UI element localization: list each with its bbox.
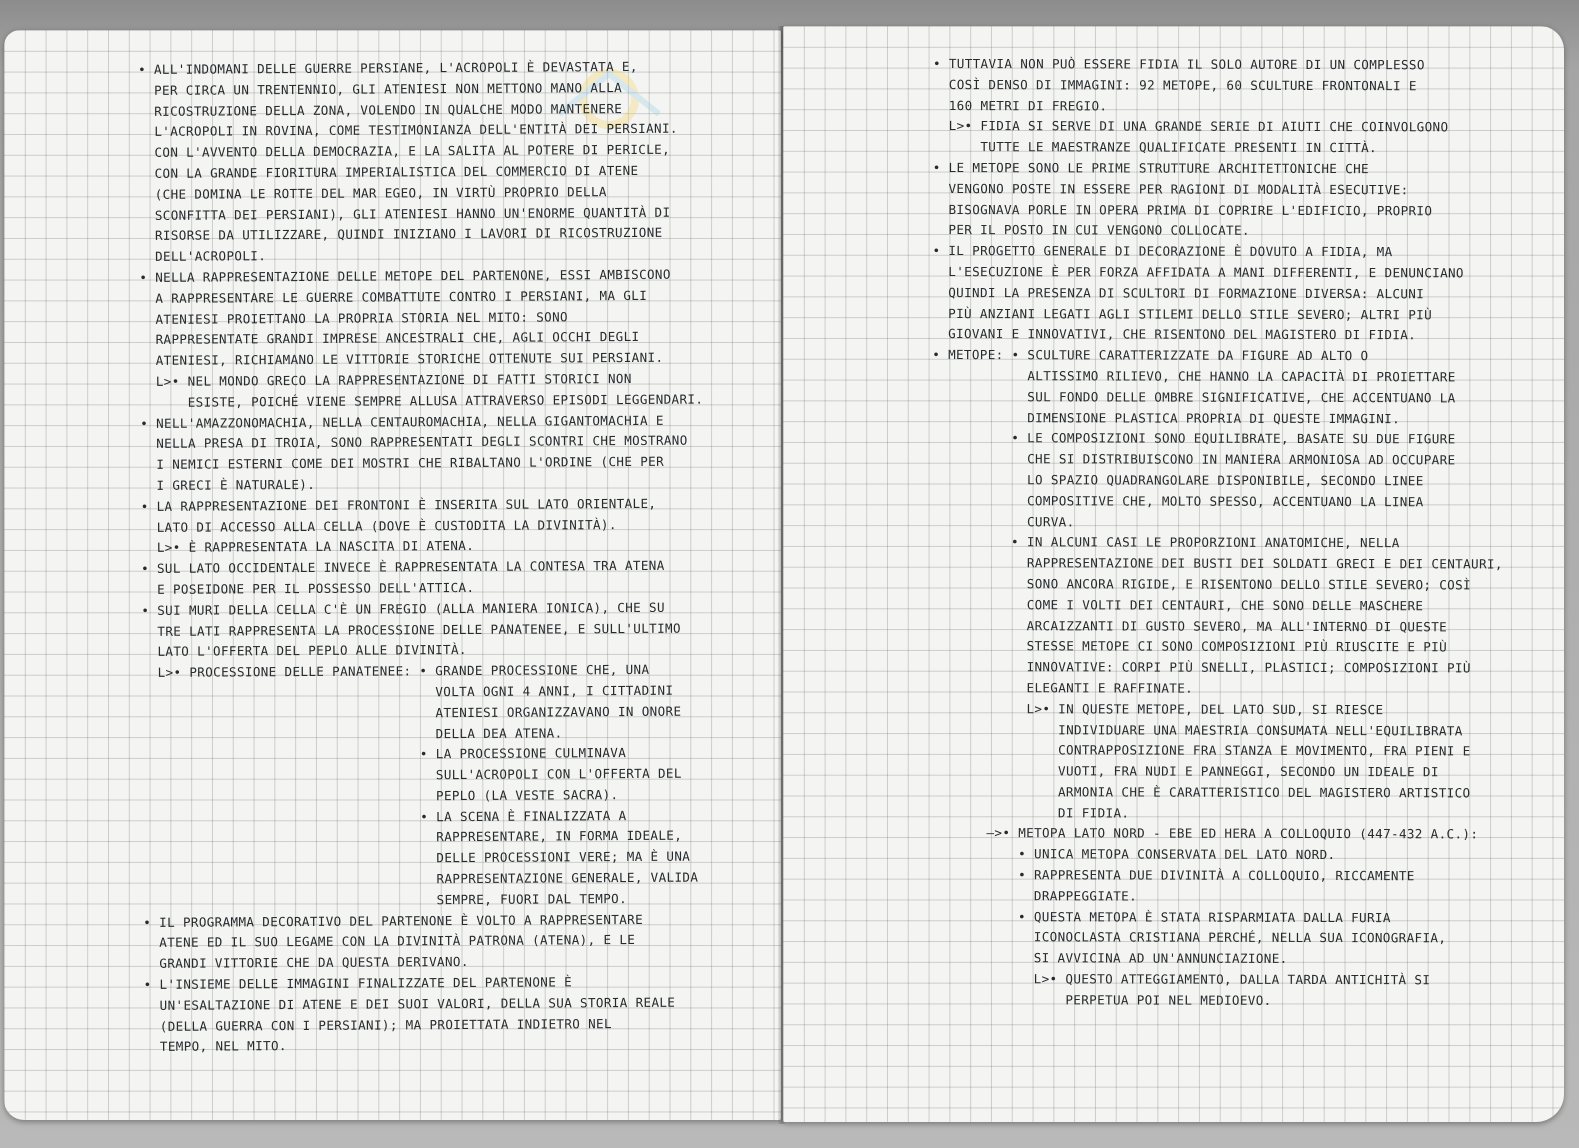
right-page-note-line: SONO ANCORA RIGIDE, E RISENTONO DELLO STILE SEVERO; COSÌ xyxy=(931,575,1472,593)
left-page-note-line: LATO L'OFFERTA DEL PEPLO ALLE DIVINITÀ. xyxy=(141,642,467,660)
notebook-page-right xyxy=(783,26,1564,1122)
left-page-note-line: • ALL'INDOMANI DELLE GUERRE PERSIANE, L'ACROPOLI È DEVASTATA E, xyxy=(138,58,638,77)
right-page-note-line: CHE SI DISTRIBUISCONO IN MANIERA ARMONIOSA AD OCCUPARE xyxy=(931,451,1456,468)
left-page-note-line: • SUL LATO OCCIDENTALE INVECE È RAPPRESENTATA LA CONTESA TRA ATENA xyxy=(141,557,665,577)
right-page-note-line: ARCAIZZANTI DI GUSTO SEVERO, MA ALL'INTERNO DI QUESTE xyxy=(931,617,1448,634)
left-page-note-line: • LA RAPPRESENTAZIONE DEI FRONTONI È INSERITA SUL LATO ORIENTALE, xyxy=(140,495,657,514)
left-page-note-line: ATENIESI, RICHIAMANO LE VITTORIE STORICHE OTTENUTE SUI PERSIANI. xyxy=(139,349,664,369)
left-page-note-line: RISORSE DA UTILIZZARE, QUINDI INIZIANO I LAVORI DI RICOSTRUZIONE xyxy=(139,225,663,244)
left-page-note-line: • LA SCENA È FINALIZZATA A xyxy=(142,807,627,826)
right-page-note-line: VENGONO POSTE IN ESSERE PER RAGIONI DI MODALITÀ ESECUTIVE: xyxy=(932,180,1409,198)
right-page-note-line: • IL PROGETTO GENERALE DI DECORAZIONE È DOVUTO A FIDIA, MA xyxy=(932,243,1393,260)
right-page-note-line: COSÌ DENSO DI IMMAGINI: 92 METOPE, 60 SCULTURE FRONTONALI E xyxy=(932,76,1417,94)
right-page-note-line: DI FIDIA. xyxy=(930,804,1130,821)
right-page-note-line: • QUESTA METOPA È STATA RISPARMIATA DALLA FURIA xyxy=(930,908,1391,925)
left-page-note-line: GRANDI VITTORIE CHE DA QUESTA DERIVANO. xyxy=(143,954,469,972)
left-page-note-line: TEMPO, NEL MITO. xyxy=(143,1038,287,1055)
right-page-note-line: SI AVVICINA AD UN'ANNUNCIAZIONE. xyxy=(930,950,1288,967)
left-page-note-line: E POSEIDONE PER IL POSSESSO DELL'ATTICA. xyxy=(141,579,475,597)
left-page-note-line: ATENIESI PROIETTANO LA PROPRIA STORIA NEL MITO: SONO xyxy=(139,308,568,327)
right-page-note-line: 160 METRI DI FREGIO. xyxy=(932,97,1108,114)
left-page-note-line: RAPPRESENTAZIONE GENERALE, VALIDA xyxy=(142,869,699,889)
left-page-note-line: RAPPRESENTATE GRANDI IMPRESE ANCESTRALI CHE, AGLI OCCHI DEGLI xyxy=(139,329,640,348)
right-page-note-line: • LE METOPE SONO LE PRIME STRUTTURE ARCHITETTONICHE CHE xyxy=(932,159,1369,177)
right-page-note-line: L>• IN QUESTE METOPE, DEL LATO SUD, SI RIESCE xyxy=(931,700,1384,717)
left-page-notes xyxy=(138,57,707,1059)
right-page-note-line: ARMONIA CHE È CARATTERISTICO DEL MAGISTERO ARTISTICO xyxy=(931,783,1471,801)
notebook-page-left xyxy=(4,30,781,1120)
right-page-note-line: STESSE METOPE CI SONO COMPOSIZIONI PIÙ RIUSCITE E PIÙ xyxy=(931,638,1448,655)
right-page-note-line: ALTISSIMO RILIEVO, CHE HANNO LA CAPACITÀ DI PROIETTARE xyxy=(932,367,1456,385)
left-page-note-line: UN'ESALTAZIONE DI ATENE E DEI SUOI VALORI, DELLA SUA STORIA REALE xyxy=(143,994,676,1013)
left-page-note-line: SULL'ACROPOLI CON L'OFFERTA DEL xyxy=(142,765,682,785)
left-page-note-line: ESISTE, POICHÉ VIENE SEMPRE ALLUSA ATTRAVERSO EPISODI LEGGENDARI. xyxy=(140,391,704,410)
right-page-note-line: PIÙ ANZIANI LEGATI AGLI STILEMI DELLO STILE SEVERO; ALTRI PIÙ xyxy=(932,305,1433,322)
right-page-note-line: • UNICA METOPA CONSERVATA DEL LATO NORD. xyxy=(930,846,1336,863)
left-page-note-line: CON LA GRANDE FIORITURA IMPERIALISTICA DEL COMMERCIO DI ATENE xyxy=(138,162,639,181)
right-page-note-line: VUOTI, FRA NUDI E PANNEGGI, SECONDO UN IDEALE DI xyxy=(931,763,1439,780)
left-page-note-line: SEMPRE, FUORI DAL TEMPO. xyxy=(143,890,628,909)
left-page-note-line: ATENIESI ORGANIZZAVANO IN ONORE xyxy=(141,703,682,722)
left-page-note-line: TRE LATI RAPPRESENTA LA PROCESSIONE DELLE PANATENEE, E SULL'ULTIMO xyxy=(141,620,681,639)
right-page-note-line: BISOGNAVA PORLE IN OPERA PRIMA DI COPRIRE L'EDIFICIO, PROPRIO xyxy=(932,201,1433,218)
right-page-note-line: CONTRAPPOSIZIONE FRA STANZA E MOVIMENTO, FRA PIENI E xyxy=(931,742,1471,759)
right-page-note-line: • METOPE: • SCULTURE CARATTERIZZATE DA FIGURE AD ALTO O xyxy=(932,347,1369,364)
right-page-note-line: COME I VOLTI DEI CENTAURI, CHE SONO DELLE MASCHERE xyxy=(931,596,1424,614)
left-page-note-line: • L'INSIEME DELLE IMMAGINI FINALIZZATE DEL PARTENONE È xyxy=(143,974,573,993)
right-page-note-line: TUTTE LE MAESTRANZE QUALIFICATE PRESENTI IN CITTÀ. xyxy=(932,139,1377,156)
right-page-note-line: DRAPPEGGIATE. xyxy=(930,887,1138,904)
left-page-note-line: (DELLA GUERRA CON I PERSIANI); MA PROIETTATA INDIETRO NEL xyxy=(143,1015,612,1034)
right-page-note-line: PER IL POSTO IN CUI VENGONO COLLOCATE. xyxy=(932,222,1250,239)
left-page-note-line: • NELL'AMAZZONOMACHIA, NELLA CENTAUROMACHIA, NELLA GIGANTOMACHIA E xyxy=(140,412,664,431)
right-page-note-line: CURVA. xyxy=(931,513,1075,529)
right-page-note-line: • RAPPRESENTA DUE DIVINITÀ A COLLOQUIO, RICCAMENTE xyxy=(930,867,1415,884)
left-page-note-line: L>• NEL MONDO GRECO LA RAPPRESENTAZIONE DI FATTI STORICI NON xyxy=(139,370,632,389)
left-page-note-line: I GRECI È NATURALE). xyxy=(140,476,316,493)
left-page-note-line: L>• È RAPPRESENTATA LA NASCITA DI ATENA. xyxy=(140,538,475,556)
left-page-note-line: SCONFITTA DEI PERSIANI), GLI ATENIESI HANNO UN'ENORME QUANTITÀ DI xyxy=(138,204,671,223)
left-page-note-line: PER CIRCA UN TRENTENNIO, GLI ATENIESI NON METTONO MANO ALLA xyxy=(138,79,623,98)
right-page-note-line: INDIVIDUARE UNA MAESTRIA CONSUMATA NELL'EQUILIBRATA xyxy=(931,721,1463,738)
right-page-note-line: INNOVATIVE: CORPI PIÙ SNELLI, PLASTICI; COMPOSIZIONI PIÙ xyxy=(931,659,1471,676)
left-page-note-line: • NELLA RAPPRESENTAZIONE DELLE METOPE DEL PARTENONE, ESSI AMBISCONO xyxy=(139,266,671,285)
left-page-note-line: VOLTA OGNI 4 ANNI, I CITTADINI xyxy=(141,682,674,701)
right-page-note-line: L>• QUESTO ATTEGGIAMENTO, DALLA TARDA ANTICHITÀ SI xyxy=(930,971,1431,988)
right-page-note-line: ICONOCLASTA CRISTIANA PERCHÉ, NELLA SUA ICONOGRAFIA, xyxy=(930,929,1447,946)
right-page-note-line: ELEGANTI E RAFFINATE. xyxy=(931,679,1194,696)
right-page-note-line: —>• METOPA LATO NORD - EBE ED HERA A COLLOQUIO (447-432 A.C.): xyxy=(930,825,1479,842)
right-page-note-line: GIOVANI E INNOVATIVI, CHE RISENTONO DEL MAGISTERO DI FIDIA. xyxy=(932,326,1417,343)
right-page-note-line: SUL FONDO DELLE OMBRE SIGNIFICATIVE, CHE ACCENTUANO LA xyxy=(932,388,1456,406)
right-page-note-line: COMPOSITIVE CHE, MOLTO SPESSO, ACCENTUANO LA LINEA xyxy=(931,492,1424,510)
right-page-note-line: PERPETUA POI NEL MEDIOEVO. xyxy=(930,991,1272,1008)
left-page-note-line: • LA PROCESSIONE CULMINAVA xyxy=(142,745,627,764)
left-page-note-line: RICOSTRUZIONE DELLA ZONA, VOLENDO IN QUALCHE MODO MANTENERE xyxy=(138,100,623,119)
left-page-note-line: L'ACROPOLI IN ROVINA, COME TESTIMONIANZA DELL'ENTITÀ DEI PERSIANI. xyxy=(138,121,678,140)
left-page-note-line: A RAPPRESENTARE LE GUERRE COMBATTUTE CONTRO I PERSIANI, MA GLI xyxy=(139,287,648,306)
left-page-note-line: (CHE DOMINA LE ROTTE DEL MAR EGEO, IN VIRTÙ PROPRIO DELLA xyxy=(138,183,607,202)
left-page-note-line: LATO DI ACCESSO ALLA CELLA (DOVE È CUSTODITA LA DIVINITÀ). xyxy=(140,516,617,535)
right-page-note-line: LO SPAZIO QUADRANGOLARE DISPONIBILE, SECONDO LINEE xyxy=(931,471,1424,489)
left-page-note-line: ATENE ED IL SUO LEGAME CON LA DIVINITÀ PATRONA (ATENA), E LE xyxy=(143,932,636,951)
right-page-notes xyxy=(930,54,1504,1012)
right-page-note-line: DIMENSIONE PLASTICA PROPRIA DI QUESTE IMMAGINI. xyxy=(932,409,1401,426)
left-page-note-line: NELLA PRESA DI TROIA, SONO RAPPRESENTATI DEGLI SCONTRI CHE MOSTRANO xyxy=(140,432,688,452)
left-page-note-line: I NEMICI ESTERNI COME DEI MOSTRI CHE RIBALTANO L'ORDINE (CHE PER xyxy=(140,453,665,473)
left-page-note-line: • IL PROGRAMMA DECORATIVO DEL PARTENONE È VOLTO A RAPPRESENTARE xyxy=(143,911,644,930)
left-page-note-line: CON L'AVVENTO DELLA DEMOCRAZIA, E LA SALITA AL POTERE DI PERICLE, xyxy=(138,141,671,161)
left-page-note-line: PEPLO (LA VESTE SACRA). xyxy=(142,786,619,805)
left-page-note-line: DELLE PROCESSIONI VERE; MA È UNA xyxy=(142,848,691,868)
left-page-note-line: DELL'ACROPOLI. xyxy=(139,248,267,265)
right-page-note-line: L'ESECUZIONE È PER FORZA AFFIDATA A MANI DIFFERENTI, E DENUNCIANO xyxy=(932,263,1464,281)
right-page-note-line: RAPPRESENTAZIONE DEI BUSTI DEI SOLDATI GRECI E DEI CENTAURI, xyxy=(931,555,1503,572)
right-page-note-line: L>• FIDIA SI SERVE DI UNA GRANDE SERIE DI AIUTI CHE COINVOLGONO xyxy=(932,118,1449,135)
left-page-note-line: • SUI MURI DELLA CELLA C'È UN FREGIO (ALLA MANIERA IONICA), CHE SU xyxy=(141,599,665,618)
right-page-note-line: QUINDI LA PRESENZA DI SCULTORI DI FORMAZIONE DIVERSA: ALCUNI xyxy=(932,284,1425,302)
right-page-note-line: • IN ALCUNI CASI LE PROPORZIONI ANATOMICHE, NELLA xyxy=(931,534,1400,551)
left-page-note-line: DELLA DEA ATENA. xyxy=(142,724,563,743)
right-page-note-line: • LE COMPOSIZIONI SONO EQUILIBRATE, BASATE SU DUE FIGURE xyxy=(931,430,1456,447)
left-page-note-line: RAPPRESENTARE, IN FORMA IDEALE, xyxy=(142,828,683,847)
right-page-note-line: • TUTTAVIA NON PUÒ ESSERE FIDIA IL SOLO AUTORE DI UN COMPLESSO xyxy=(932,55,1425,73)
left-page-note-line: L>• PROCESSIONE DELLE PANATENEE: • GRANDE PROCESSIONE CHE, UNA xyxy=(141,661,650,681)
